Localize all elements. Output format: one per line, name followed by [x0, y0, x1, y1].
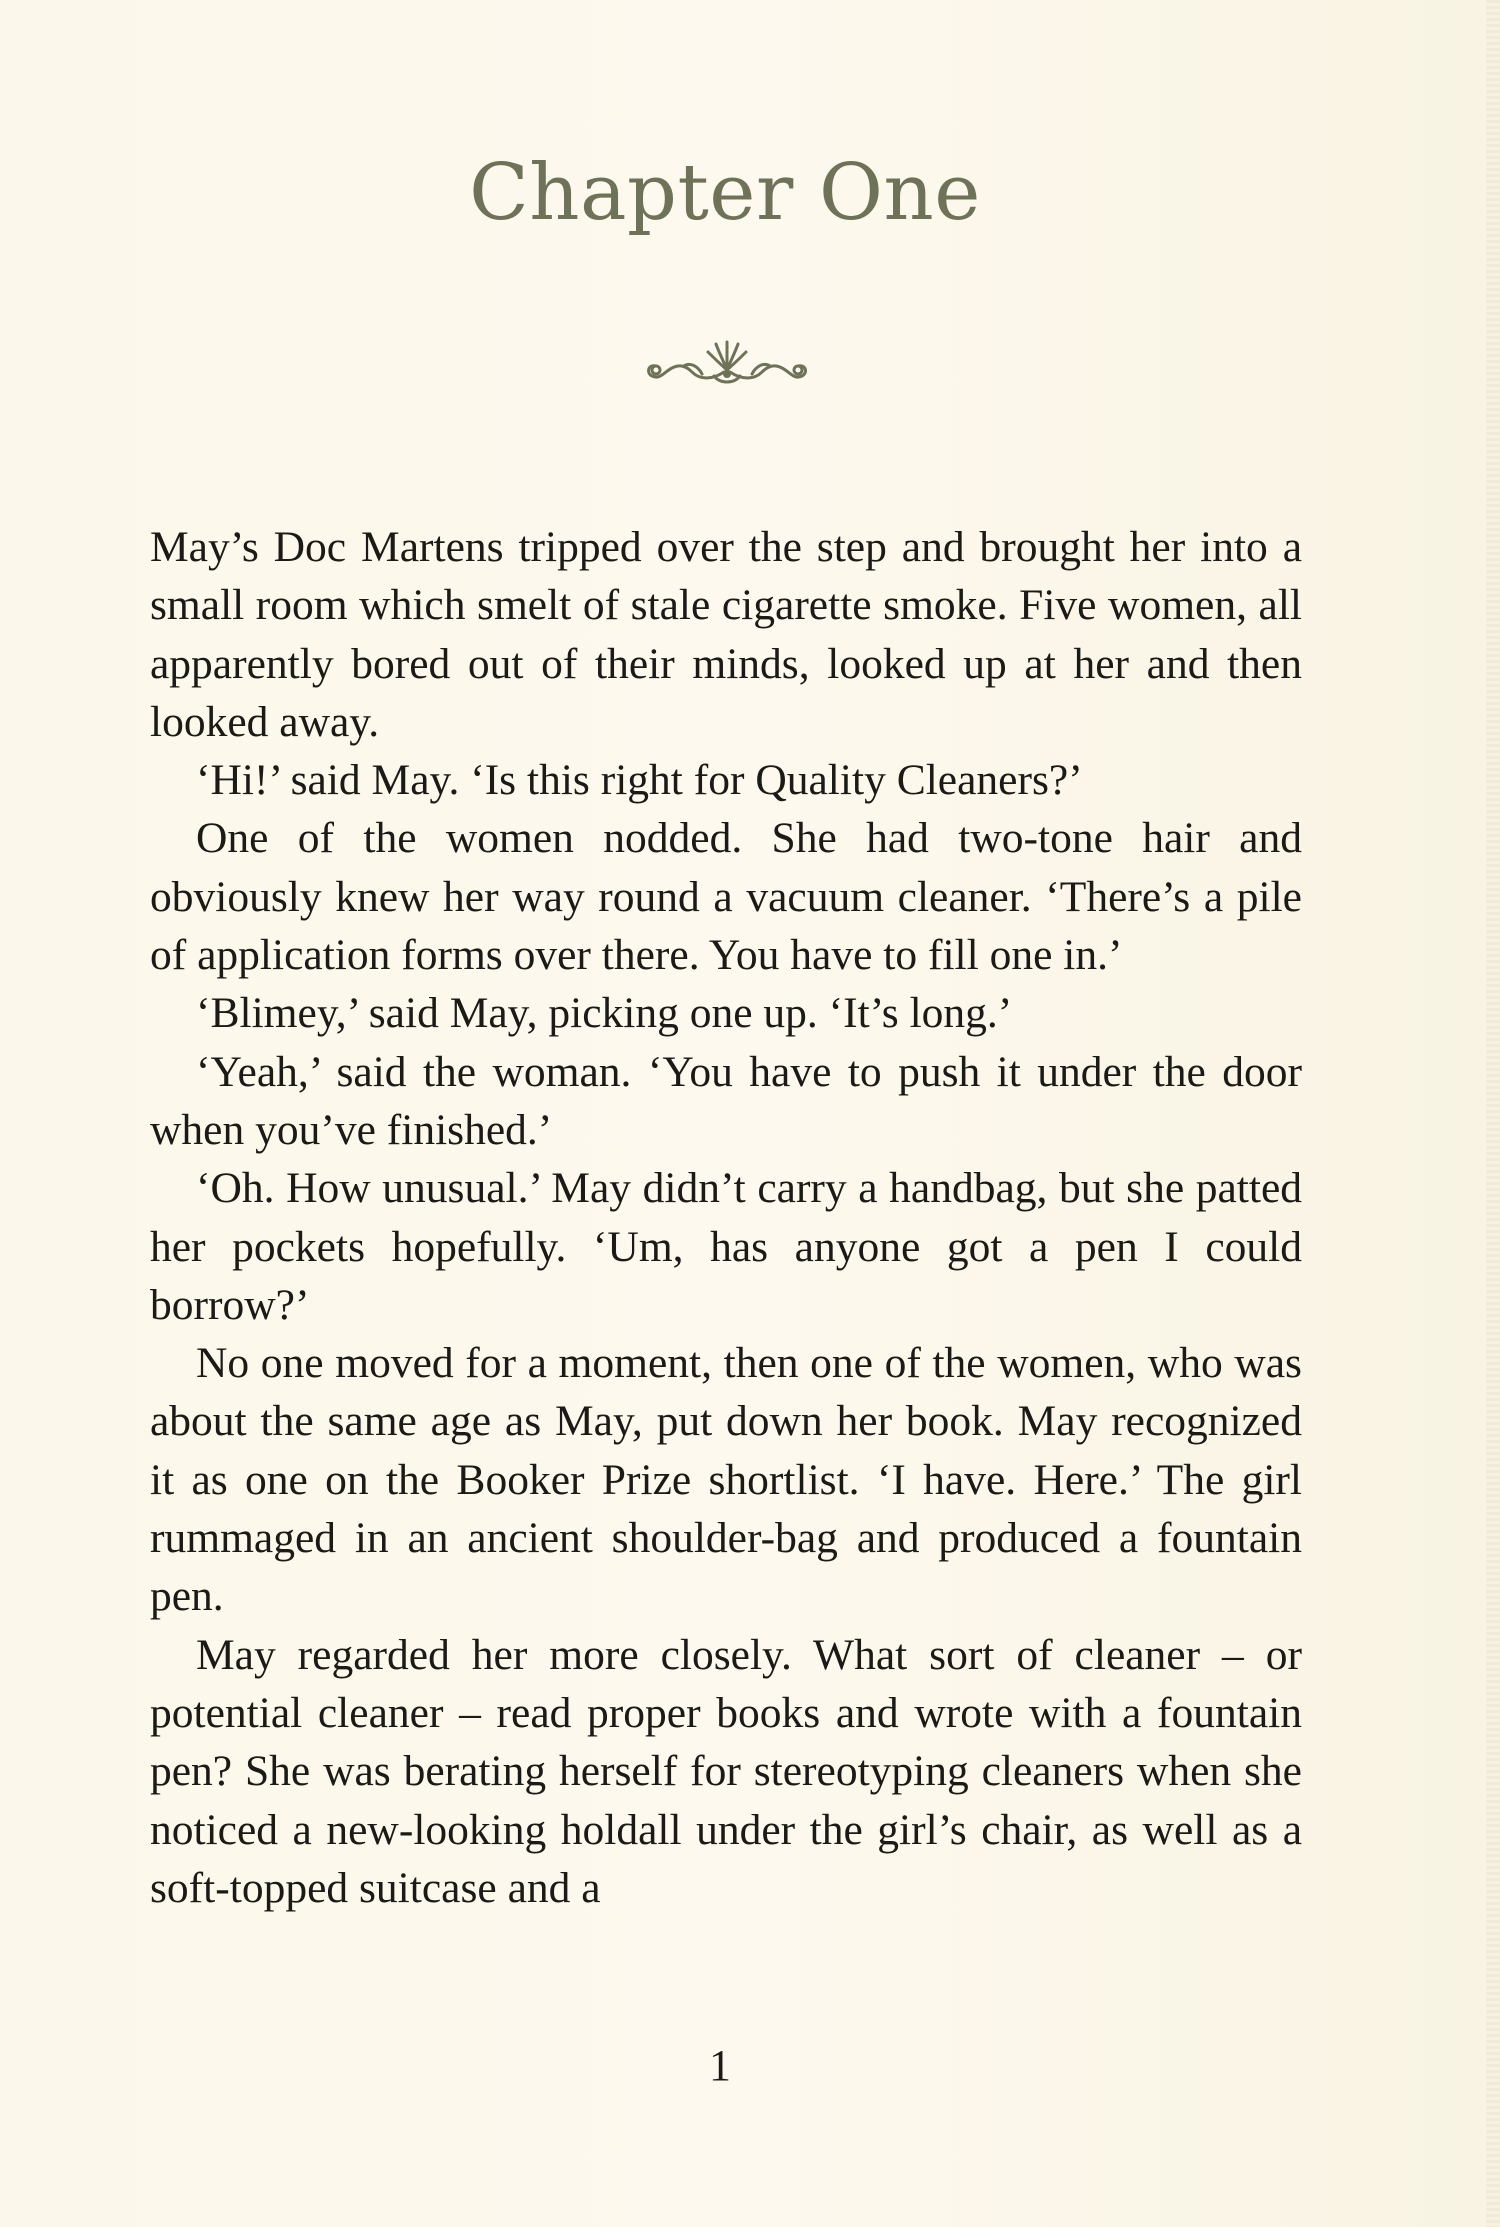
paragraph: One of the women nodded. She had two-tone hair and obviously knew her way round a vacuum cleaner. ‘There’s a pile of application forms over there. You have to fill one in.’ [150, 814, 1302, 980]
paragraph: No one moved for a moment, then one of the women, who was about the same age as May, put down her book. May recognized it as one on the Booker Prize shortlist. ‘I have. Here.’ The girl rummaged in an ancient shoulder-bag and produced a fountain pen. [150, 1339, 1302, 1621]
page-edge [1486, 0, 1500, 2227]
floral-ornament-icon [642, 330, 812, 390]
paragraph: ‘Hi!’ said May. ‘Is this right for Quality Cleaners?’ [196, 756, 1083, 805]
body-text [150, 518, 1302, 1917]
page-number: 1 [709, 2041, 731, 2090]
paragraph: May’s Doc Martens tripped over the step and brought her into a small room which smelt of stale cigarette smoke. Five women, all apparently bored out of their minds, looked up at her and then looked away. [150, 523, 1302, 746]
paragraph: May regarded her more closely. What sort of cleaner – or potential cleaner – read proper books and wrote with a fountain pen? She was berating herself for stereotyping cleaners when she noticed a new-looking holdall under the girl’s chair, as well as a soft-topped suitcase and a [150, 1630, 1302, 1912]
paragraph: ‘Yeah,’ said the woman. ‘You have to push it under the door when you’ve finished.’ [150, 1047, 1302, 1154]
paragraph: ‘Oh. How unusual.’ May didn’t carry a handbag, but she patted her pockets hopefully. ‘Um, has anyone got a pen I could borrow?’ [150, 1164, 1302, 1329]
chapter-title: Chapter One [469, 148, 981, 238]
paragraph: ‘Blimey,’ said May, picking one up. ‘It’s long.’ [196, 989, 1013, 1038]
